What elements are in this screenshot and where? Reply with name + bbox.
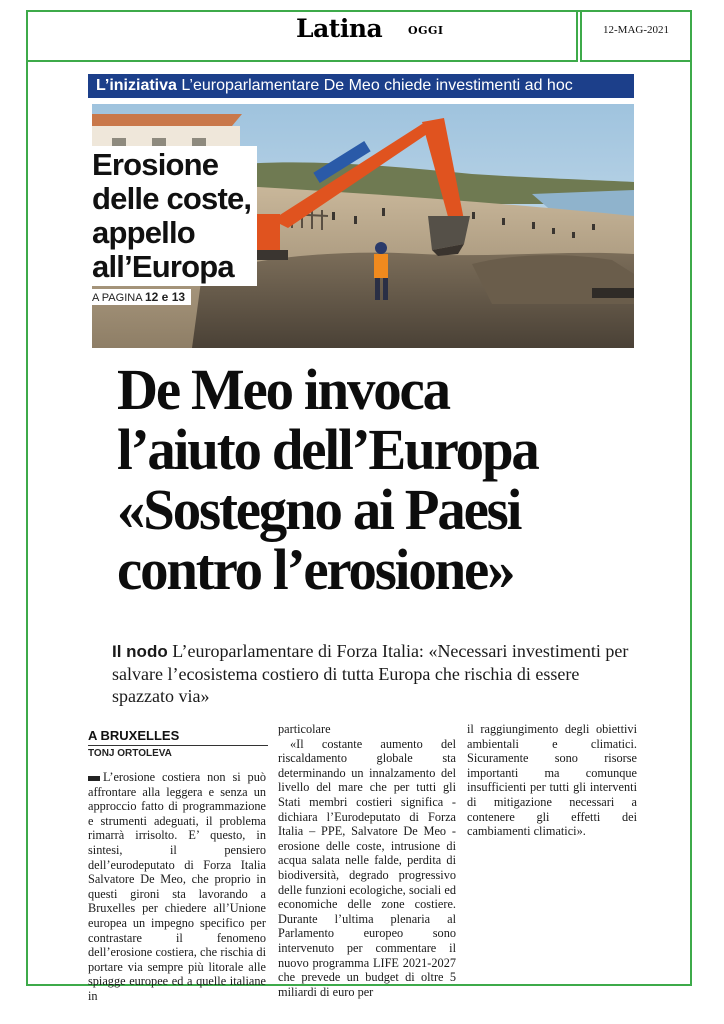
headline-line: De Meo invoca — [117, 357, 449, 422]
masthead-subtitle: OGGI — [408, 24, 444, 37]
article-dateline: A BRUXELLES — [88, 728, 268, 746]
kicker-text: L’europarlamentare De Meo chiede investimenti ad hoc — [181, 77, 573, 94]
headline-line: contro l’erosione» — [117, 537, 514, 602]
article-column-3: il raggiungimento degli obiettivi ambientali e climatici. Sicuramente sono risorse importanti ma comunque insufficienti per tutti gli interventi di mitigazione necessari a contenere gli effetti dei cambiamenti climatici». — [467, 722, 637, 839]
subhead-label: Il nodo — [112, 642, 168, 661]
kicker-label: L’iniziativa — [96, 77, 177, 94]
photo-headline-line: Erosione — [92, 148, 251, 182]
kicker-banner — [88, 74, 634, 98]
main-headline — [117, 357, 627, 602]
subheadline — [112, 640, 642, 707]
headline-line: «Sostegno ai Paesi — [117, 477, 521, 542]
page-reference — [88, 289, 191, 305]
header-date-box — [580, 10, 692, 62]
photo-headline-line: delle coste, — [92, 181, 252, 216]
photo-headline-line: all’Europa — [92, 250, 251, 284]
article-column-2-text: «Il costante aumento del riscaldamento globale sta determinando un innalzamento del livello del mare che per tutti gli Stati membri costieri significa - dichiara l’Eurodeputato di Forza Italia – PPE, Salvatore De Meo - erosione delle coste, intrusione di acqua salata nelle falde, perdita di biodiversità, degrado progressivo delle funzioni ecologiche, sociali ed economiche delle zone costiere. Durante l’ultima plenaria al Parlamento europeo sono intervenuto per commentare il nuovo programma LIFE 2021-2027 che prevede un budget di oltre 5 miliardi di euro per — [278, 736, 456, 999]
publication-date: 12-MAG-2021 — [603, 24, 669, 36]
masthead-title: Latina — [296, 14, 383, 43]
page-reference-pages: 12 e 13 — [145, 290, 186, 304]
lead-mark-icon — [88, 776, 100, 781]
article-column-1-text: L’erosione costiera non si può affrontare alla leggera e senza un approccio fatto di programmazione e strumenti adeguati, il problema rimarrà irrisolto. E’ questo, in sintesi, il pensiero dell’eurodeputato di Forza Italia Salvatore De Meo, che proprio in questi gironi sta lavorando a Bruxelles per chiedere all’Unione europea un impegno specifico per contrastare il fenomeno dell’erosione costiera, che rischia di portare via sempre più litorale alle spiagge europee ed a quelle italiane in — [88, 770, 266, 1003]
article-column-2 — [278, 722, 456, 999]
photo-headline — [88, 146, 257, 286]
subhead-text: L’europarlamentare di Forza Italia: «Necessari investimenti per salvare l’ecosistema costiero di tutta Europa che rischia di essere spazzato via» — [112, 641, 629, 706]
photo-headline-line: appello — [92, 216, 251, 250]
headline-line: l’aiuto dell’Europa — [117, 417, 538, 482]
article-column-1 — [88, 770, 266, 1004]
page-reference-prefix: A PAGINA — [92, 292, 142, 304]
article-column-2-start: particolare — [278, 722, 331, 736]
article-author: TONJ ORTOLEVA — [88, 748, 172, 759]
